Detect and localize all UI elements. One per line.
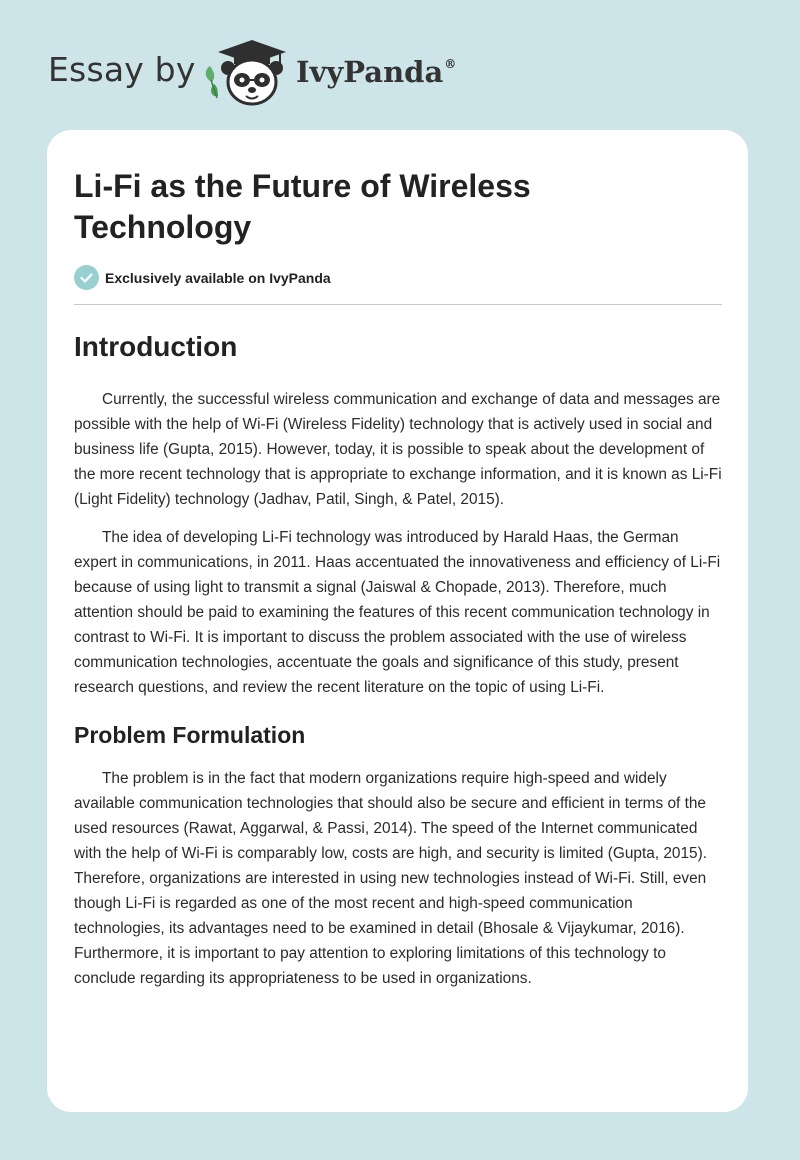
registered-mark: ® — [444, 57, 457, 71]
paragraph: The problem is in the fact that modern organizations require high-speed and widely available communication technologies that should also be secure and efficient in terms of the used resources (Rawat, Aggarwal, & Passi, 2014). The speed of the Internet communicated with the help of Wi-Fi is comparably low, costs are high, and security is limited (Gupta, 2015). Therefore, organizations are interested in using new technologies instead of Wi-Fi. Still, even though Li-Fi is regarded as one of the most recent and high-speed communication technologies, its advantages need to be examined in detail (Bhosale & Vijaykumar, 2016). Furthermore, it is important to pay attention to exploring limitations of this technology to conclude regarding its appropriateness to be used in organizations. — [74, 770, 707, 987]
page-title — [74, 166, 722, 248]
exclusive-badge-label: Exclusively available on IvyPanda — [105, 269, 331, 286]
section-heading-introduction: Introduction — [74, 331, 238, 362]
paragraph: Currently, the successful wireless communication and exchange of data and messages are possible with the help of Wi-Fi (Wireless Fidelity) technology that is actively used in social and business life (Gupta, 2015). However, today, it is possible to speak about the development of the more recent technology that is appropriate to exchange information, and it is known as Li-Fi (Light Fidelity) technology (Jadhav, Patil, Singh, & Patel, 2015). — [74, 391, 722, 508]
panda-logo-icon[interactable] — [198, 34, 292, 108]
essay-card — [47, 130, 748, 1112]
section-heading-problem-formulation: Problem Formulation — [74, 722, 306, 748]
essay-by-label: Essay by — [48, 50, 196, 89]
divider — [74, 304, 722, 305]
site-header — [0, 0, 800, 130]
brand-name[interactable]: IvyPanda® — [296, 55, 457, 89]
paragraph: The idea of developing Li-Fi technology was introduced by Harald Haas, the German expert in communications, in 2011. Haas accentuated the innovativeness and efficiency of Li-Fi because of using light to transmit a signal (Jaiswal & Chopade, 2013). Therefore, much attention should be paid to examining the features of this recent communication technology in contrast to Wi-Fi. It is important to discuss the problem associated with the use of wireless communication technologies, accentuate the goals and significance of this study, present research questions, and review the recent literature on the topic of using Li-Fi. — [74, 529, 721, 696]
title-line-2: Technology — [74, 209, 252, 245]
check-circle-icon — [74, 265, 99, 290]
title-line-1: Li-Fi as the Future of Wireless — [74, 168, 531, 204]
exclusive-badge — [74, 265, 722, 290]
